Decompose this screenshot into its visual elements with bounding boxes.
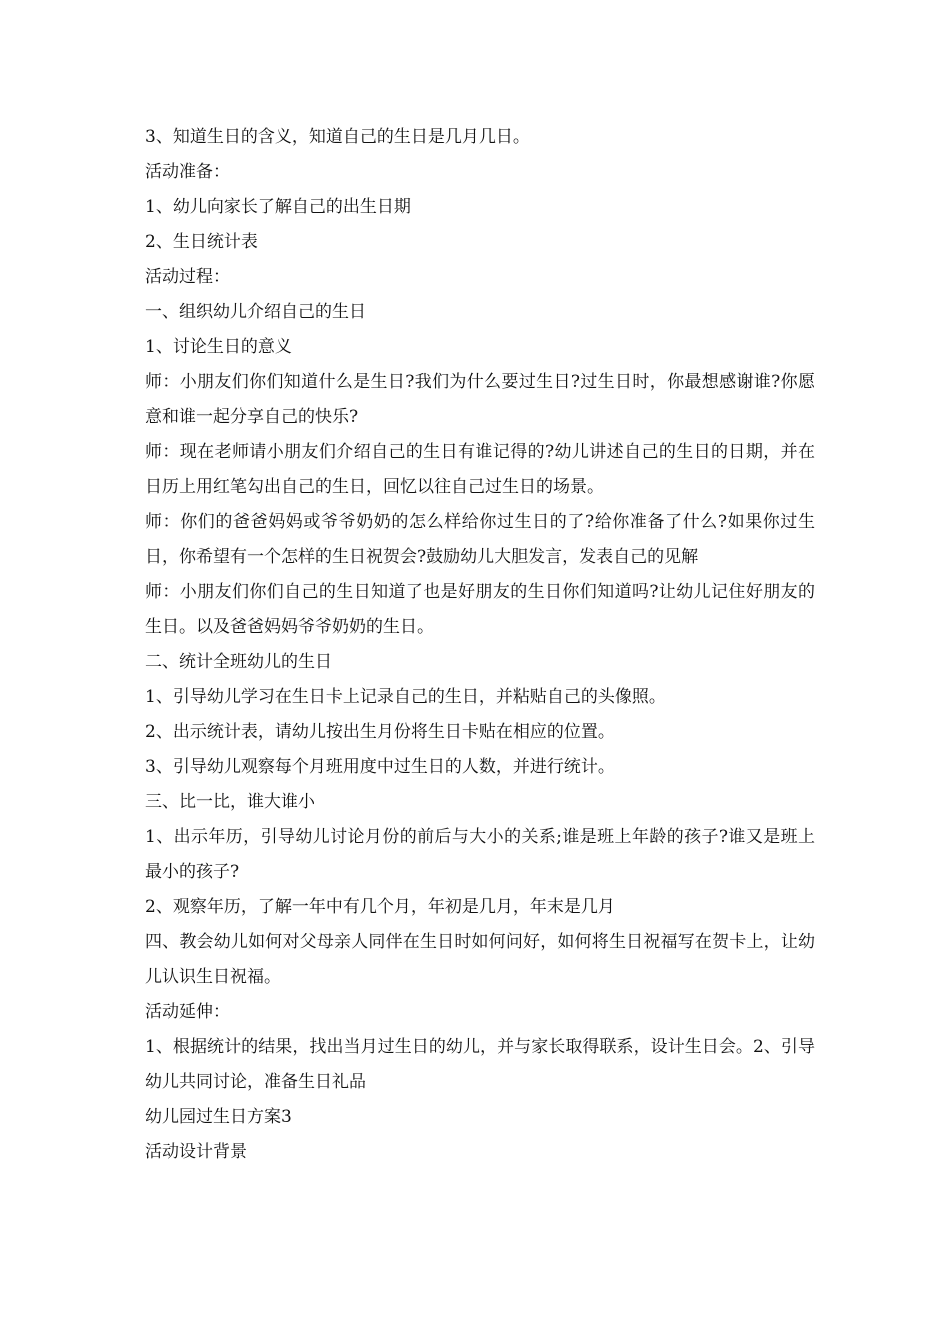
paragraph-section-3-item-1: 1、出示年历，引导幼儿讨论月份的前后与大小的关系;谁是班上年龄的孩子?谁又是班上最小的孩子? bbox=[145, 827, 815, 882]
paragraph-extension-items: 1、根据统计的结果，找出当月过生日的幼儿，并与家长取得联系，设计生日会。2、引导幼儿共同讨论，准备生日礼品 bbox=[145, 1037, 815, 1092]
paragraph-teacher-question-4: 师：小朋友们你们自己的生日知道了也是好朋友的生日你们知道吗?让幼儿记住好朋友的生日。以及爸爸妈妈爷爷奶奶的生日。 bbox=[145, 582, 815, 637]
paragraph-section-2-item-3: 3、引导幼儿观察每个月班用度中过生日的人数，并进行统计。 bbox=[145, 757, 615, 777]
heading-activity-process: 活动过程： bbox=[145, 267, 230, 287]
paragraph-section-3-item-2: 2、观察年历，了解一年中有几个月，年初是几月，年末是几月 bbox=[145, 897, 615, 917]
heading-activity-extension: 活动延伸： bbox=[145, 1002, 230, 1022]
paragraph-section-2-item-2: 2、出示统计表，请幼儿按出生月份将生日卡贴在相应的位置。 bbox=[145, 722, 615, 742]
paragraph-prep-2: 2、生日统计表 bbox=[145, 232, 258, 252]
paragraph-teacher-question-1: 师：小朋友们你们知道什么是生日?我们为什么要过生日?过生日时，你最想感谢谁?你愿意和谁一起分享自己的快乐? bbox=[145, 372, 815, 427]
heading-section-1: 一、组织幼儿介绍自己的生日 bbox=[145, 302, 366, 322]
heading-plan-3: 幼儿园过生日方案3 bbox=[145, 1107, 292, 1127]
document-body bbox=[145, 120, 815, 1170]
paragraph-section-2-item-1: 1、引导幼儿学习在生日卡上记录自己的生日，并粘贴自己的头像照。 bbox=[145, 687, 666, 707]
paragraph-section-1-item-1: 1、讨论生日的意义 bbox=[145, 337, 292, 357]
paragraph-prep-1: 1、幼儿向家长了解自己的出生日期 bbox=[145, 197, 411, 217]
paragraph-teacher-question-3: 师：你们的爸爸妈妈或爷爷奶奶的怎么样给你过生日的了?给你准备了什么?如果你过生日，你希望有一个怎样的生日祝贺会?鼓励幼儿大胆发言，发表自己的见解 bbox=[145, 512, 815, 567]
heading-section-4: 四、教会幼儿如何对父母亲人同伴在生日时如何问好，如何将生日祝福写在贺卡上，让幼儿认识生日祝福。 bbox=[145, 932, 815, 987]
heading-section-2: 二、统计全班幼儿的生日 bbox=[145, 652, 332, 672]
heading-section-3: 三、比一比，谁大谁小 bbox=[145, 792, 315, 812]
paragraph-teacher-question-2: 师：现在老师请小朋友们介绍自己的生日有谁记得的?幼儿讲述自己的生日的日期，并在日历上用红笔勾出自己的生日，回忆以往自己过生日的场景。 bbox=[145, 442, 815, 497]
paragraph-goal-3: 3、知道生日的含义，知道自己的生日是几月几日。 bbox=[145, 127, 530, 147]
heading-design-background: 活动设计背景 bbox=[145, 1142, 247, 1162]
heading-activity-preparation: 活动准备： bbox=[145, 162, 230, 182]
